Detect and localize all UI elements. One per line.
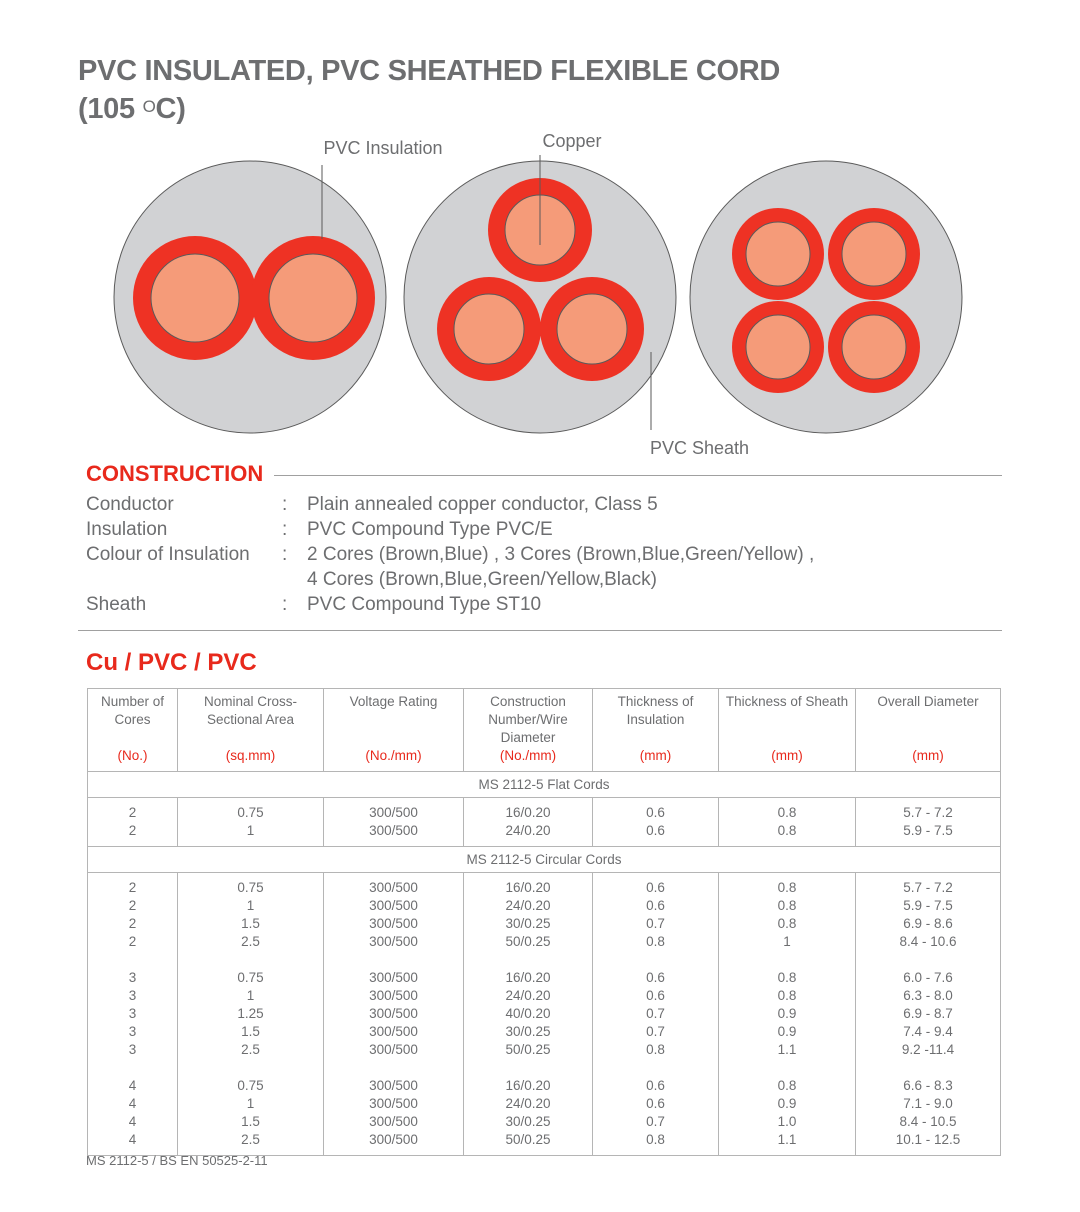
spacer-cell [856, 1059, 1001, 1077]
table-cell: 2 [88, 879, 178, 897]
cable-cross-section-diagram [0, 120, 1080, 465]
table-cell: 50/0.25 [464, 1041, 593, 1059]
core-copper [151, 254, 239, 342]
table-cell: 16/0.20 [464, 804, 593, 822]
table-cell: 3 [88, 1041, 178, 1059]
table-cell: 0.8 [719, 1077, 856, 1095]
table-cell: 1 [178, 987, 324, 1005]
core-copper [557, 294, 627, 364]
table-cell: 2 [88, 822, 178, 840]
table-row [88, 969, 1001, 987]
table-cell: 7.4 - 9.4 [856, 1023, 1001, 1041]
standard-footnote: MS 2112-5 / BS EN 50525-2-11 [86, 1153, 268, 1168]
table-cell: 0.6 [593, 879, 719, 897]
label-pvc-insulation: PVC Insulation [323, 138, 443, 158]
column-header [593, 689, 719, 772]
table-cell: 0.6 [593, 822, 719, 840]
table-cell: 3 [88, 1005, 178, 1023]
title-line-1: PVC INSULATED, PVC SHEATHED FLEXIBLE CORD [78, 55, 781, 87]
column-header-unit: (No./mm) [365, 748, 422, 763]
column-header-label: Voltage Rating [349, 694, 438, 709]
column-header-label: Number of Cores [100, 694, 165, 727]
table-cell: 3 [88, 1023, 178, 1041]
table-cell: 16/0.20 [464, 879, 593, 897]
construction-label: Insulation [86, 519, 168, 540]
table-cell: 5.7 - 7.2 [856, 804, 1001, 822]
column-header [178, 689, 324, 772]
table-row [88, 1077, 1001, 1095]
table-cell: 16/0.20 [464, 969, 593, 987]
table-cell: 8.4 - 10.5 [856, 1113, 1001, 1131]
table-cell: 6.9 - 8.6 [856, 915, 1001, 933]
spacer-cell [719, 951, 856, 969]
table-cell: 5.7 - 7.2 [856, 879, 1001, 897]
table-row [88, 987, 1001, 1005]
spacer-cell [719, 1149, 856, 1156]
construction-label: Colour of Insulation [86, 544, 250, 565]
table-row [88, 1005, 1001, 1023]
column-header-label: Nominal Cross-Sectional Area [203, 694, 298, 727]
table-cell: 300/500 [324, 897, 464, 915]
table-cell: 0.7 [593, 1023, 719, 1041]
table-cell: 6.9 - 8.7 [856, 1005, 1001, 1023]
cable-2-core [114, 161, 386, 433]
construction-list [86, 492, 986, 617]
table-cell: 1 [178, 822, 324, 840]
table-row [88, 804, 1001, 822]
table-cell: 2.5 [178, 1131, 324, 1149]
table-cell: 2 [88, 804, 178, 822]
title-temp-prefix: (105 [78, 93, 143, 125]
table-cell: 0.75 [178, 879, 324, 897]
construction-row-sheath [86, 592, 986, 617]
construction-row-conductor [86, 492, 986, 517]
table-cell: 8.4 - 10.6 [856, 933, 1001, 951]
table-cell: 0.9 [719, 1095, 856, 1113]
table-cell: 0.6 [593, 897, 719, 915]
table-cell: 30/0.25 [464, 915, 593, 933]
column-header-label: Thickness of Sheath [725, 694, 849, 709]
table-cell: 30/0.25 [464, 1023, 593, 1041]
label-copper: Copper [542, 131, 602, 151]
title-temp-suffix: C) [155, 93, 186, 125]
spacer-cell [324, 1059, 464, 1077]
spacer-cell [324, 1149, 464, 1156]
table-cell: 2.5 [178, 1041, 324, 1059]
core-copper [842, 222, 906, 286]
spacer-cell [719, 1059, 856, 1077]
group-spacer-row [88, 1059, 1001, 1077]
section-title: MS 2112-5 Flat Cords [88, 772, 1001, 798]
construction-label: Sheath [86, 594, 147, 615]
table-cell: 0.8 [719, 969, 856, 987]
table-cell: 6.6 - 8.3 [856, 1077, 1001, 1095]
construction-heading: CONSTRUCTION [86, 461, 264, 486]
spec-table [87, 688, 1001, 1156]
table-cell: 300/500 [324, 1023, 464, 1041]
table-cell: 6.0 - 7.6 [856, 969, 1001, 987]
table-cell: 0.8 [593, 933, 719, 951]
table-cell: 0.9 [719, 1023, 856, 1041]
construction-colon: : [282, 494, 288, 515]
column-header [88, 689, 178, 772]
column-header-label: Overall Diameter [877, 694, 979, 709]
spacer-cell [593, 951, 719, 969]
construction-colon: : [282, 594, 288, 615]
table-header-row [88, 689, 1001, 772]
table-cell: 5.9 - 7.5 [856, 822, 1001, 840]
table-cell: 40/0.20 [464, 1005, 593, 1023]
table-heading: Cu / PVC / PVC [86, 649, 257, 676]
table-cell: 1.5 [178, 915, 324, 933]
table-cell: 1.1 [719, 1131, 856, 1149]
table-cell: 24/0.20 [464, 897, 593, 915]
column-header [719, 689, 856, 772]
table-cell: 4 [88, 1095, 178, 1113]
section-header-row [88, 847, 1001, 873]
core-copper [746, 315, 810, 379]
table-cell: 300/500 [324, 1113, 464, 1131]
table-cell: 0.8 [719, 915, 856, 933]
group-spacer-row [88, 951, 1001, 969]
table-cell: 10.1 - 12.5 [856, 1131, 1001, 1149]
table-cell: 24/0.20 [464, 1095, 593, 1113]
construction-colon: : [282, 544, 288, 565]
construction-colon: : [282, 519, 288, 540]
table-cell: 2.5 [178, 933, 324, 951]
table-cell: 0.75 [178, 969, 324, 987]
spacer-cell [464, 1149, 593, 1156]
table-cell: 1.0 [719, 1113, 856, 1131]
column-header [856, 689, 1001, 772]
table-cell: 24/0.20 [464, 822, 593, 840]
table-cell: 0.6 [593, 987, 719, 1005]
table-cell: 0.6 [593, 804, 719, 822]
table-cell: 0.6 [593, 1077, 719, 1095]
table-cell: 0.8 [719, 804, 856, 822]
spacer-cell [856, 951, 1001, 969]
table-row [88, 915, 1001, 933]
construction-value: 2 Cores (Brown,Blue) , 3 Cores (Brown,Blue,Green/Yellow) , [307, 544, 815, 565]
table-cell: 3 [88, 987, 178, 1005]
column-header [464, 689, 593, 772]
sheath-4-core [690, 161, 962, 433]
spacer-cell [856, 1149, 1001, 1156]
core-copper [842, 315, 906, 379]
table-cell: 300/500 [324, 1131, 464, 1149]
table-cell: 9.2 -11.4 [856, 1041, 1001, 1059]
column-header-unit: (mm) [912, 748, 944, 763]
table-cell: 0.7 [593, 1005, 719, 1023]
construction-value: Plain annealed copper conductor, Class 5 [307, 494, 658, 515]
core-copper [746, 222, 810, 286]
table-cell: 300/500 [324, 933, 464, 951]
table-cell: 0.7 [593, 915, 719, 933]
table-cell: 0.8 [593, 1041, 719, 1059]
construction-row-insulation [86, 517, 986, 542]
table-cell: 300/500 [324, 915, 464, 933]
table-cell: 300/500 [324, 969, 464, 987]
table-cell: 300/500 [324, 1077, 464, 1095]
table-row [88, 1113, 1001, 1131]
table-row [88, 897, 1001, 915]
column-header-unit: (mm) [771, 748, 803, 763]
table-cell: 1.25 [178, 1005, 324, 1023]
table-cell: 4 [88, 1113, 178, 1131]
table-row [88, 1095, 1001, 1113]
table-row [88, 822, 1001, 840]
column-header-unit: (No./mm) [499, 748, 557, 763]
section-divider [78, 630, 1002, 631]
table-cell: 0.75 [178, 1077, 324, 1095]
construction-value: PVC Compound Type ST10 [307, 594, 542, 615]
table-cell: 300/500 [324, 1005, 464, 1023]
section-header-row [88, 772, 1001, 798]
column-header [324, 689, 464, 772]
table-cell: 0.8 [719, 879, 856, 897]
table-cell: 0.6 [593, 1095, 719, 1113]
spacer-cell [464, 951, 593, 969]
column-header-label: Thickness of Insulation [617, 694, 694, 727]
table-row [88, 1041, 1001, 1059]
spacer-cell [593, 1059, 719, 1077]
table-cell: 7.1 - 9.0 [856, 1095, 1001, 1113]
spacer-cell [593, 1149, 719, 1156]
table-cell: 1 [178, 1095, 324, 1113]
construction-heading-rule [274, 475, 1002, 476]
table-cell: 24/0.20 [464, 987, 593, 1005]
table-cell: 1.5 [178, 1113, 324, 1131]
table-cell: 300/500 [324, 1041, 464, 1059]
table-row [88, 933, 1001, 951]
core-copper [269, 254, 357, 342]
table-row [88, 1131, 1001, 1149]
table-cell: 300/500 [324, 822, 464, 840]
spacer-cell [324, 951, 464, 969]
table-row [88, 879, 1001, 897]
label-pvc-sheath: PVC Sheath [650, 438, 750, 458]
table-cell: 0.75 [178, 804, 324, 822]
table-cell: 300/500 [324, 879, 464, 897]
construction-label: Conductor [86, 494, 174, 515]
construction-row-colour-continued [86, 567, 986, 592]
cable-4-core [690, 161, 962, 433]
table-cell: 1.1 [719, 1041, 856, 1059]
table-cell: 1 [719, 933, 856, 951]
table-cell: 6.3 - 8.0 [856, 987, 1001, 1005]
spacer-cell [464, 1059, 593, 1077]
table-cell: 3 [88, 969, 178, 987]
table-row [88, 1023, 1001, 1041]
column-header-unit: (sq.mm) [225, 748, 276, 763]
table-cell: 0.8 [719, 897, 856, 915]
table-cell: 2 [88, 933, 178, 951]
table-cell: 0.6 [593, 969, 719, 987]
table-cell: 30/0.25 [464, 1113, 593, 1131]
table-cell: 1.5 [178, 1023, 324, 1041]
table-cell: 2 [88, 897, 178, 915]
table-cell: 1 [178, 897, 324, 915]
table-cell: 0.8 [593, 1131, 719, 1149]
construction-row-colour [86, 542, 986, 567]
spacer-cell [178, 1059, 324, 1077]
section-title: MS 2112-5 Circular Cords [88, 847, 1001, 873]
table-cell: 16/0.20 [464, 1077, 593, 1095]
spacer-cell [88, 951, 178, 969]
spacer-cell [88, 1059, 178, 1077]
spacer-cell [178, 951, 324, 969]
table-body [88, 772, 1001, 1156]
column-header-unit: (No.) [117, 748, 148, 763]
table-cell: 300/500 [324, 987, 464, 1005]
table-cell: 4 [88, 1131, 178, 1149]
degree-symbol: O [142, 97, 156, 116]
column-header-unit: (mm) [639, 748, 672, 763]
table-cell: 0.8 [719, 987, 856, 1005]
table-cell: 0.7 [593, 1113, 719, 1131]
construction-value: PVC Compound Type PVC/E [307, 519, 553, 540]
core-copper [454, 294, 524, 364]
page-title [78, 52, 780, 128]
table-cell: 300/500 [324, 1095, 464, 1113]
table-cell: 2 [88, 915, 178, 933]
table-cell: 4 [88, 1077, 178, 1095]
table-cell: 0.9 [719, 1005, 856, 1023]
table-cell: 5.9 - 7.5 [856, 897, 1001, 915]
table-cell: 50/0.25 [464, 1131, 593, 1149]
table-cell: 300/500 [324, 804, 464, 822]
table-cell: 0.8 [719, 822, 856, 840]
table-cell: 50/0.25 [464, 933, 593, 951]
construction-value: 4 Cores (Brown,Blue,Green/Yellow,Black) [307, 569, 657, 590]
column-header-label: Construction Number/Wire Diameter [488, 694, 568, 745]
